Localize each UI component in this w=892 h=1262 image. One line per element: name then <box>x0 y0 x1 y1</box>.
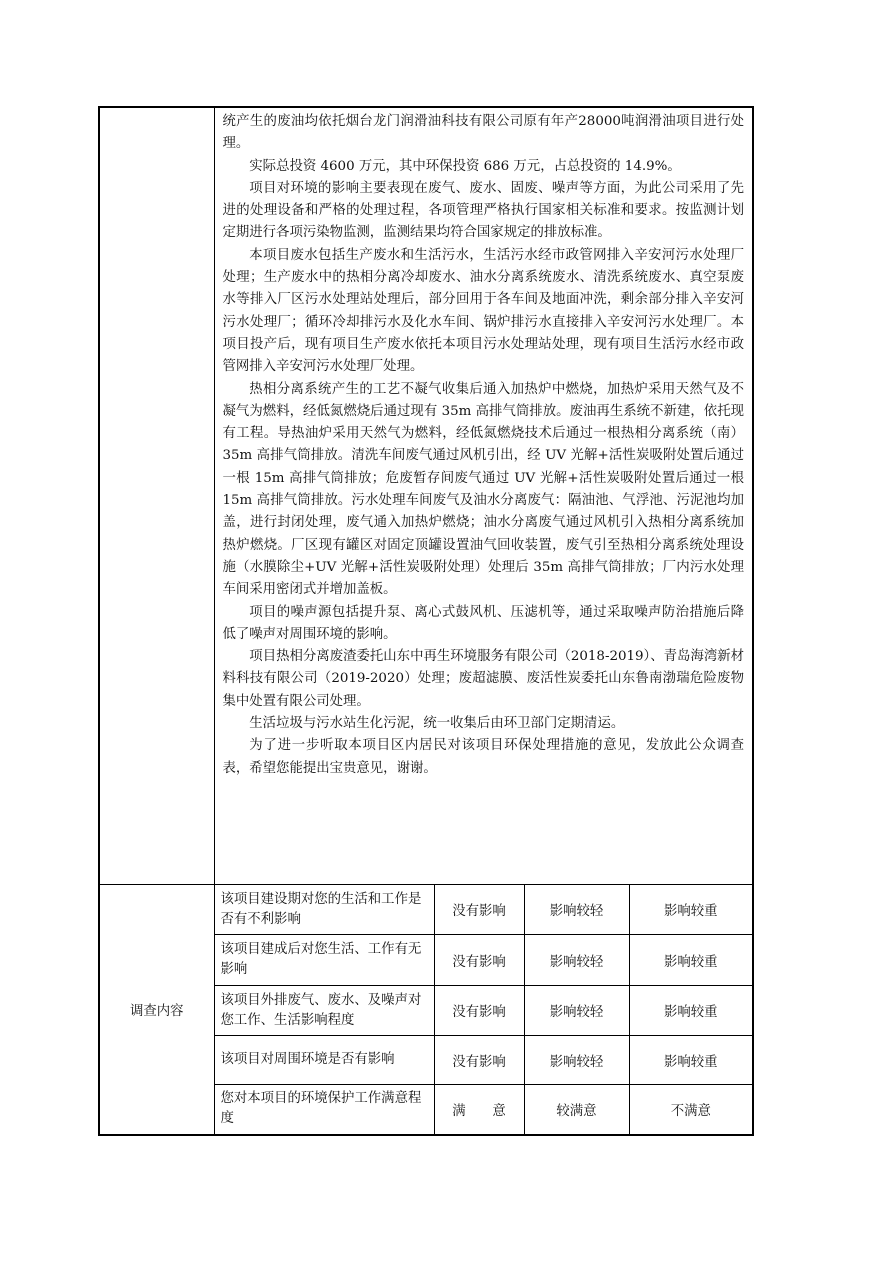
paragraph-2: 实际总投资 4600 万元，其中环保投资 686 万元，占总投资的 14.9%。 <box>249 158 681 174</box>
option-fairly-satisfied[interactable]: 较满意 <box>524 1085 629 1135</box>
paragraph-9: 为了进一步听取本项目区内居民对该项目环保处理措施的意见，发放此公众调查表，希望您能提出宝贵意见，谢谢。 <box>222 738 745 776</box>
paragraph-7: 项目热相分离废渣委托山东中再生环境服务有限公司（2018-2019）、青岛海湾新材料科技有限公司（2019-2020）处理；废超滤膜、废活性炭委托山东鲁南渤瑞危险废物集中处置有限公司处理。 <box>222 649 745 709</box>
option-heavy-impact[interactable]: 影响较重 <box>629 986 753 1036</box>
section-label: 调查内容 <box>99 885 214 1135</box>
paragraph-5: 热相分离系统产生的工艺不凝气收集后通入加热炉中燃烧，加热炉采用天然气及不凝气为燃料，经低氮燃烧后通过现有 35m 高排气筒排放。废油再生系统不新建，依托现有工程。导热油炉采用天然气为燃料，经低氮燃烧技术后通过一根热相分离系统（南）35m 高排气筒排放。清洗车间废气通过风机引出，经 UV 光解+活性炭吸附处置后通过一根 15m 高排气筒排放；危废暂存间废气通过 UV 光解+活性炭吸附处置后通过一根 15m 高排气筒排放。污水处理车间废气及油水分离废气：隔油池、气浮池、污泥池均加盖，进行封闭处理，废气通入加热炉燃烧；油水分离废气通过风机引入热相分离系统加热炉燃烧。厂区现有罐区对固定顶罐设置油气回收装置，废气引至热相分离系统处理设施（水膜除尘+UV 光解+活性炭吸附处理）处理后 35m 高排气筒排放；厂内污水处理车间采用密闭式并增加盖板。 <box>222 381 745 598</box>
option-no-impact[interactable]: 没有影响 <box>434 1036 524 1085</box>
option-no-impact[interactable]: 没有影响 <box>434 935 524 986</box>
question-1: 该项目建设期对您的生活和工作是否有不利影响 <box>214 885 434 935</box>
description-row <box>99 107 753 885</box>
option-unsatisfied[interactable]: 不满意 <box>629 1085 753 1135</box>
option-light-impact[interactable]: 影响较轻 <box>524 1036 629 1085</box>
option-no-impact[interactable]: 没有影响 <box>434 885 524 935</box>
option-light-impact[interactable]: 影响较轻 <box>524 986 629 1036</box>
option-light-impact[interactable]: 影响较轻 <box>524 885 629 935</box>
option-satisfied[interactable]: 满 意 <box>434 1085 524 1135</box>
question-2: 该项目建成后对您生活、工作有无影响 <box>214 935 434 986</box>
paragraph-4: 本项目废水包括生产废水和生活污水，生活污水经市政管网排入辛安河污水处理厂处理；生产废水中的热相分离冷却废水、油水分离系统废水、清洗系统废水、真空泵废水等排入厂区污水处理站处理后，部分回用于各车间及地面冲洗，剩余部分排入辛安河污水处理厂；循环冷却排污水及化水车间、锅炉排污水直接排入辛安河污水处理厂。本项目投产后，现有项目生产废水依托本项目污水处理站处理，现有项目生活污水经市政管网排入辛安河污水处理厂处理。 <box>222 247 745 375</box>
question-4: 该项目对周围环境是否有影响 <box>214 1036 434 1085</box>
paragraph-8: 生活垃圾与污水站生化污泥，统一收集后由环卫部门定期清运。 <box>249 716 625 732</box>
question-3: 该项目外排废气、废水、及噪声对您工作、生活影响程度 <box>214 986 434 1036</box>
description-left-blank <box>99 107 214 885</box>
paragraph-1: 统产生的废油均依托烟台龙门润滑油科技有限公司原有年产28000吨润滑油项目进行处理。 <box>222 114 745 152</box>
paragraph-6: 项目的噪声源包括提升泵、离心式鼓风机、压滤机等，通过采取噪声防治措施后降低了噪声对周围环境的影响。 <box>222 604 745 642</box>
option-no-impact[interactable]: 没有影响 <box>434 986 524 1036</box>
option-heavy-impact[interactable]: 影响较重 <box>629 935 753 986</box>
survey-form <box>98 106 752 1136</box>
option-heavy-impact[interactable]: 影响较重 <box>629 885 753 935</box>
survey-table <box>98 106 754 1136</box>
option-light-impact[interactable]: 影响较轻 <box>524 935 629 986</box>
paragraph-3: 项目对环境的影响主要表现在废气、废水、固废、噪声等方面，为此公司采用了先进的处理设备和严格的处理过程，各项管理严格执行国家相关标准和要求。按监测计划定期进行各项污染物监测，监测结果均符合国家规定的排放标准。 <box>222 180 745 241</box>
project-description <box>214 107 753 885</box>
option-heavy-impact[interactable]: 影响较重 <box>629 1036 753 1085</box>
survey-row-1 <box>99 885 753 935</box>
question-5: 您对本项目的环境保护工作满意程度 <box>214 1085 434 1135</box>
